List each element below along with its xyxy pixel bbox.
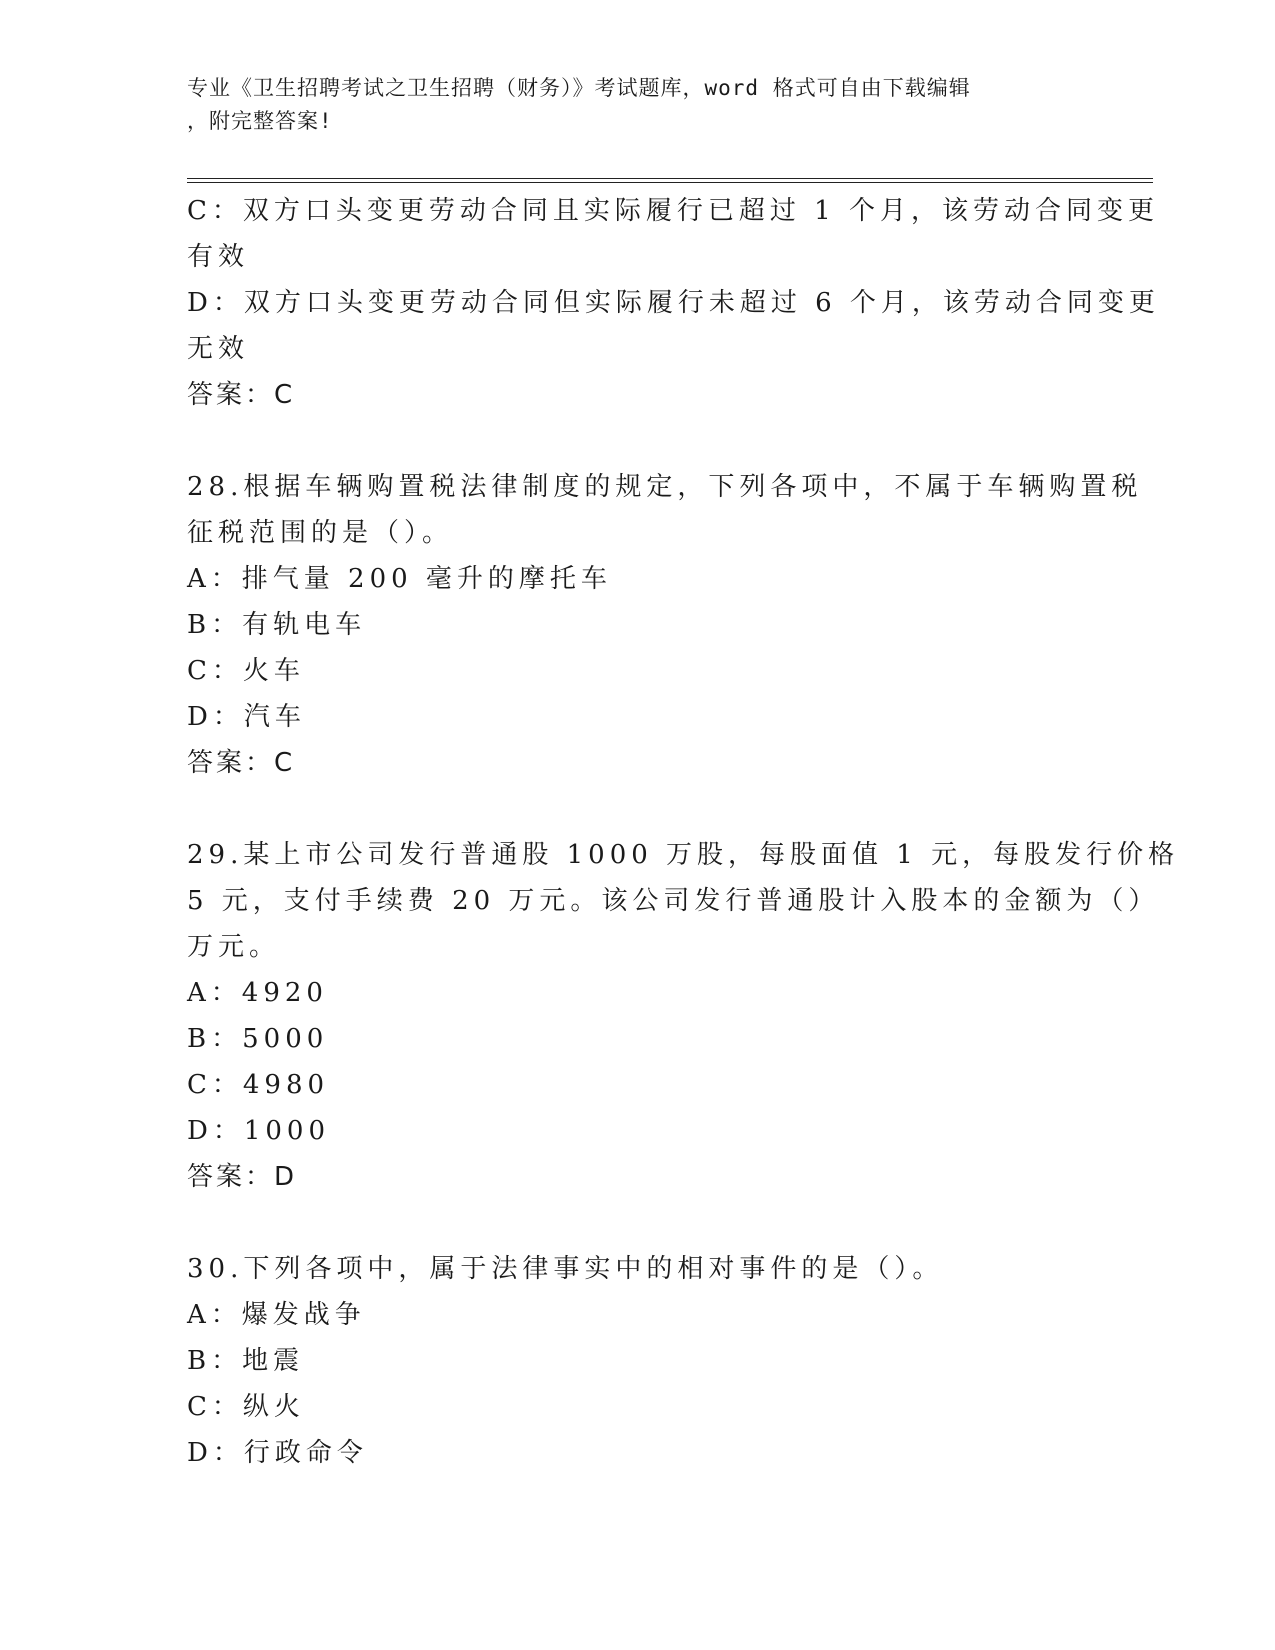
option-b: B：地震 bbox=[187, 1346, 305, 1376]
question-28 bbox=[187, 464, 1143, 786]
option-a: A：爆发战争 bbox=[187, 1300, 366, 1330]
header-line-1: 专业《卫生招聘考试之卫生招聘（财务）》考试题库，word 格式可自由下载编辑 bbox=[187, 76, 971, 100]
option-a: A：4920 bbox=[187, 978, 328, 1008]
question-29 bbox=[187, 832, 1180, 1200]
option-d-continued: 无效 bbox=[187, 334, 250, 364]
spacer bbox=[187, 1200, 1087, 1246]
option-d: D：汽车 bbox=[187, 702, 306, 732]
answer: 答案：D bbox=[187, 1162, 298, 1192]
question-stem: 28.根据车辆购置税法律制度的规定，下列各项中，不属于车辆购置税 bbox=[187, 472, 1143, 502]
question-stem-continued: 征税范围的是（）。 bbox=[187, 518, 454, 548]
option-c-continued: 有效 bbox=[187, 242, 250, 272]
question-stem: 30.下列各项中，属于法律事实中的相对事件的是（）。 bbox=[187, 1254, 944, 1284]
document-header bbox=[187, 72, 1067, 138]
option-a: A：排气量 200 毫升的摩托车 bbox=[187, 564, 612, 594]
spacer bbox=[187, 786, 1087, 832]
option-c: C：火车 bbox=[187, 656, 305, 686]
option-c: C：双方口头变更劳动合同且实际履行已超过 1 个月，该劳动合同变更 bbox=[187, 196, 1159, 226]
answer: 答案：C bbox=[187, 748, 296, 778]
option-b: B：5000 bbox=[187, 1024, 329, 1054]
header-line-2: ，附完整答案! bbox=[187, 109, 333, 133]
answer: 答案：C bbox=[187, 380, 296, 410]
question-30 bbox=[187, 1246, 1087, 1476]
question-stem-continued: 5 元，支付手续费 20 万元。该公司发行普通股计入股本的金额为（） bbox=[187, 886, 1160, 916]
option-c: C：纵火 bbox=[187, 1392, 305, 1422]
spacer bbox=[187, 418, 1087, 464]
option-c: C：4980 bbox=[187, 1070, 330, 1100]
option-b: B：有轨电车 bbox=[187, 610, 367, 640]
question-stem-continued: 万元。 bbox=[187, 932, 281, 962]
header-divider-bottom bbox=[187, 182, 1153, 183]
option-d: D：行政命令 bbox=[187, 1438, 368, 1468]
header-divider-top bbox=[187, 178, 1153, 179]
question-stem: 29.某上市公司发行普通股 1000 万股，每股面值 1 元，每股发行价格 bbox=[187, 840, 1180, 870]
question-27-tail bbox=[187, 188, 1160, 418]
option-d: D：1000 bbox=[187, 1116, 331, 1146]
option-d: D：双方口头变更劳动合同但实际履行未超过 6 个月，该劳动合同变更 bbox=[187, 288, 1160, 318]
question-content bbox=[187, 188, 1180, 1476]
